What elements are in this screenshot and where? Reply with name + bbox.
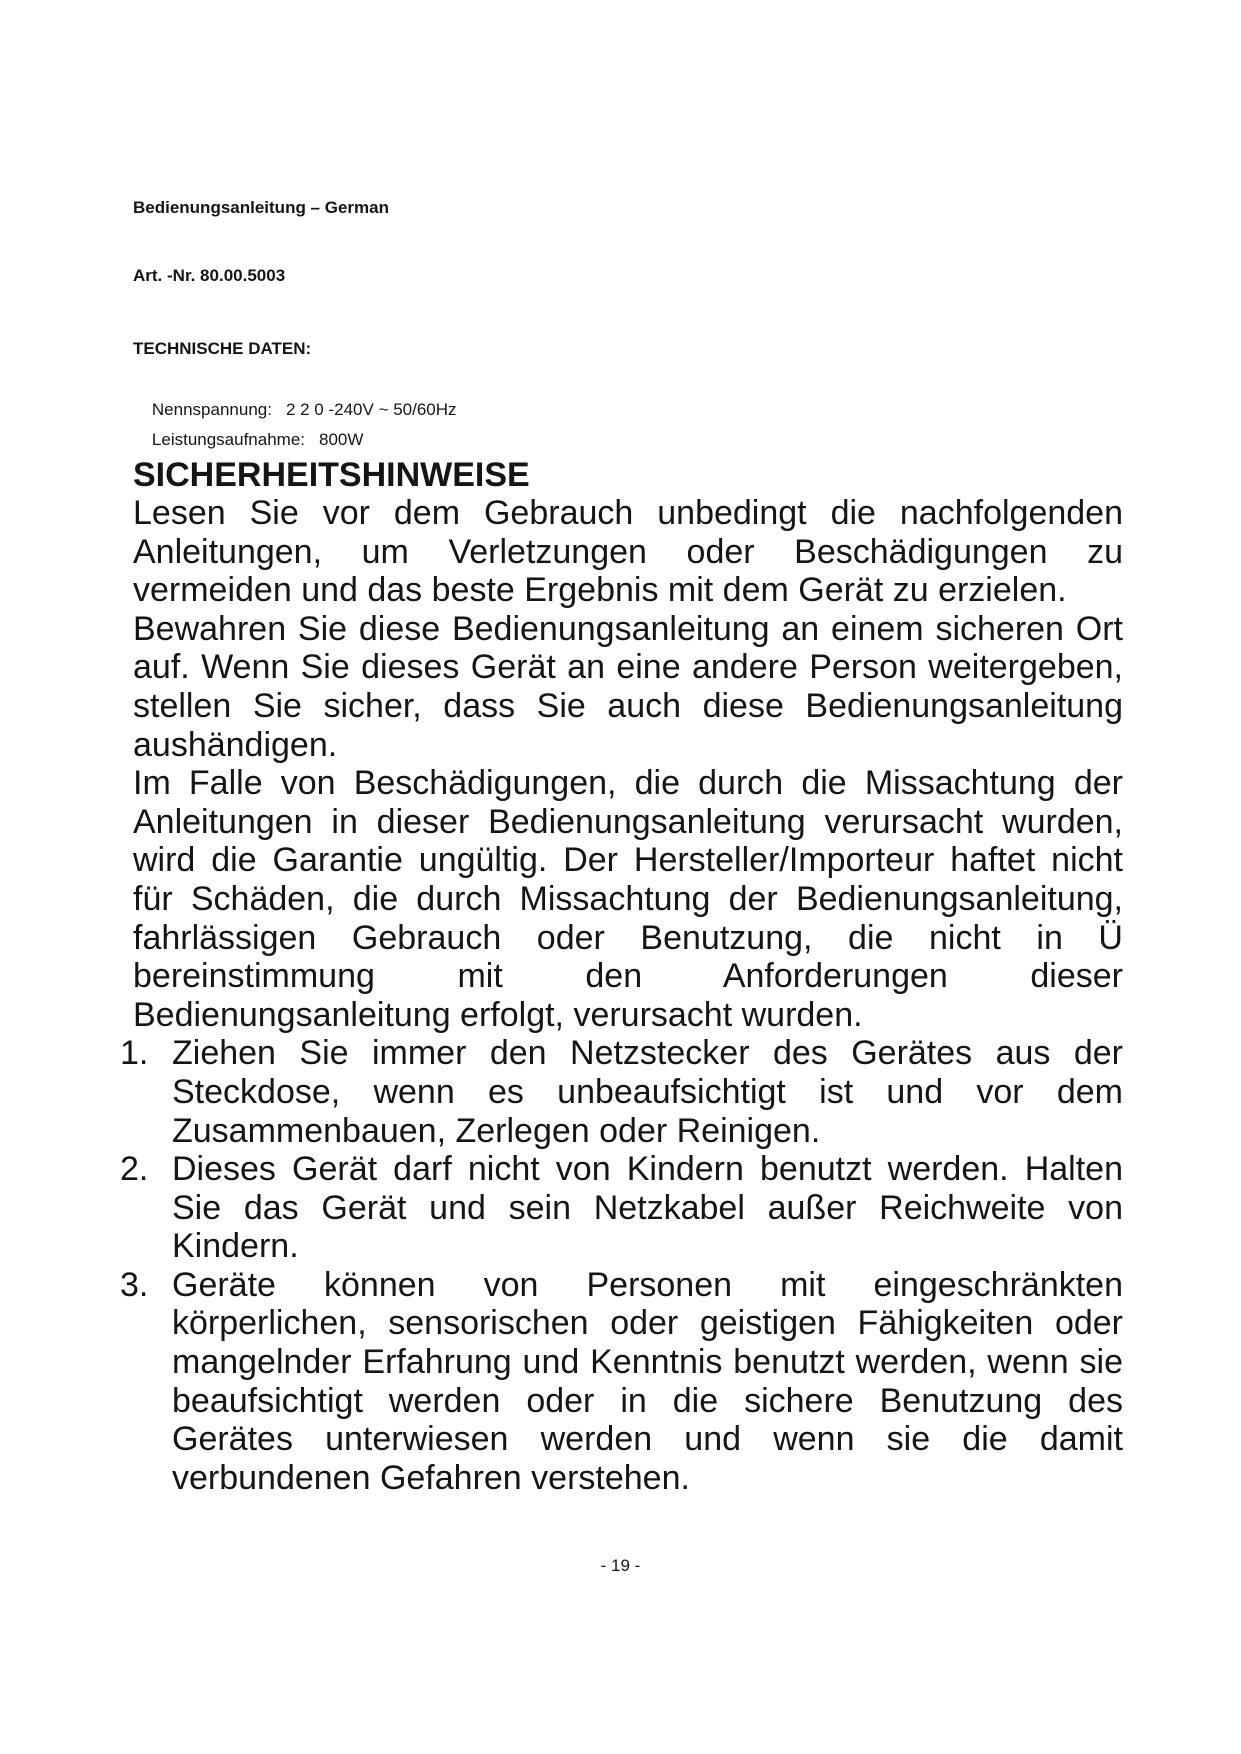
list-item-number: 3.	[120, 1265, 149, 1304]
safety-paragraph: Bewahren Sie diese Bedienungsanleitung an einem sicheren Ort auf. Wenn Sie dieses Gerät an eine andere Person weitergeben, stellen Sie sicher, dass Sie auch diese Bedienungsanleitung aushändigen.	[133, 609, 1123, 764]
list-item-text: Dieses Gerät darf nicht von Kindern benutzt werden. Halten Sie das Gerät und sein Netzkabel außer Reichweite von Kindern.	[172, 1150, 1123, 1266]
list-item-text: Geräte können von Personen mit eingeschränkten körperlichen, sensorischen oder geistigen Fähigkeiten oder mangelnder Erfahrung und Kenntnis benutzt werden, wenn sie beaufsichtigt werden oder in die sichere Benutzung des Gerätes unterwiesen werden und wenn sie die damit verbundenen Gefahren verstehen.	[172, 1265, 1123, 1497]
list-item	[120, 1265, 1123, 1498]
article-number: Art. -Nr. 80.00.5003	[133, 266, 286, 285]
safety-paragraph: Im Falle von Beschädigungen, die durch die Missachtung der Anleitungen in dieser Bedienungsanleitung verursacht wurden, wird die Garantie ungültig. Der Hersteller/Importeur haftet nicht für Schäden, die durch Missachtung der Bedienungsanleitung, fahrlässigen Gebrauch oder Benutzung, die nicht in Ü bereinstimmung mit den Anforderungen dieser Bedienungsanleitung erfolgt, verursacht wurden.	[133, 764, 1123, 1034]
list-item-number: 2.	[120, 1150, 149, 1189]
list-item	[120, 1150, 1123, 1266]
spec-value: 800W	[319, 430, 364, 449]
list-item-text: Ziehen Sie immer den Netzstecker des Gerätes aus der Steckdose, wenn es unbeaufsichtigt ist und vor dem Zusammenbauen, Zerlegen oder Reinigen.	[172, 1034, 1123, 1150]
spec-label: Nennspannung:	[151, 400, 272, 419]
list-item-number: 1.	[120, 1034, 149, 1073]
spec-label: Leistungsaufnahme:	[151, 430, 306, 449]
safety-paragraph: Lesen Sie vor dem Gebrauch unbedingt die nachfolgenden Anleitungen, um Verletzungen oder Beschädigungen zu vermeiden und das beste Ergebnis mit dem Gerät zu erzielen.	[133, 494, 1123, 610]
technical-data-heading: TECHNISCHE DATEN:	[133, 339, 312, 358]
safety-section	[120, 456, 1123, 1497]
safety-heading: SICHERHEITSHINWEISE	[133, 456, 530, 494]
safety-list	[120, 1034, 1123, 1497]
list-item	[120, 1034, 1123, 1150]
page-number: - 19 -	[600, 1556, 641, 1575]
document-title: Bedienungsanleitung – German	[133, 198, 389, 217]
spec-value: 2 2 0 -240V ~ 50/60Hz	[285, 400, 457, 419]
